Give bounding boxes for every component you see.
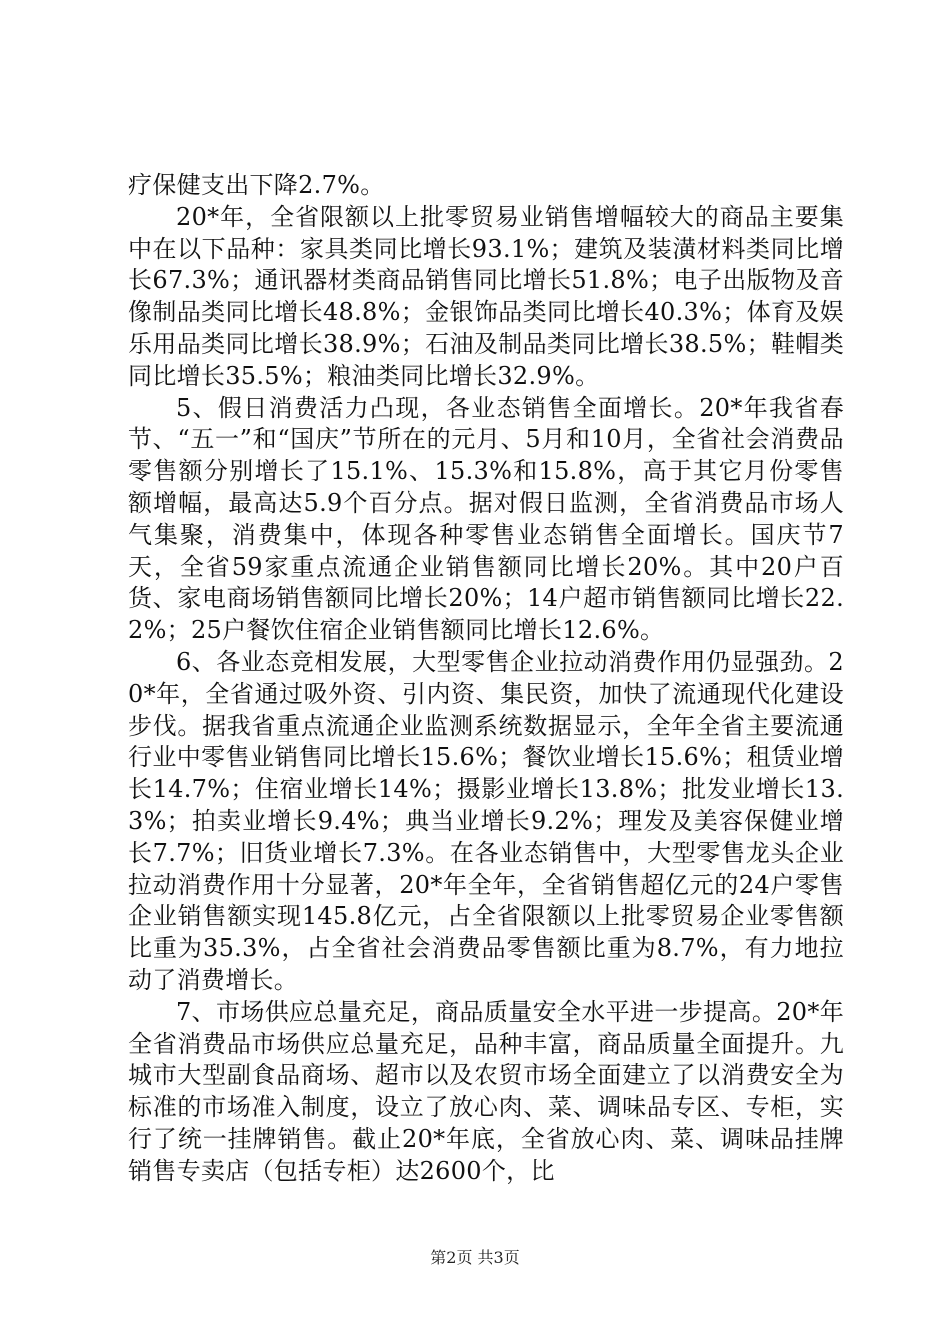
- document-body: [128, 170, 844, 1188]
- paragraph-sales-growth-goods: 20*年，全省限额以上批零贸易业销售增幅较大的商品主要集中在以下品种：家具类同比增长93.1%；建筑及装潢材料类同比增长67.3%；通讯器材类商品销售同比增长51.8%；电子出版物及音像制品类同比增长48.8%；金银饰品类同比增长40.3%；体育及娱乐用品类同比增长38.9%；石油及制品类同比增长38.5%；鞋帽类同比增长35.5%；粮油类同比增长32.9%。: [128, 202, 844, 390]
- paragraph-continuation: 疗保健支出下降2.7%。: [128, 171, 385, 199]
- paragraph-market-supply: 7、市场供应总量充足，商品质量安全水平进一步提高。20*年全省消费品市场供应总量充足，品种丰富，商品质量全面提升。九城市大型副食品商场、超市以及农贸市场全面建立了以消费安全为标准的市场准入制度，设立了放心肉、菜、调味品专区、专柜，实行了统一挂牌销售。截止20*年底，全省放心肉、菜、调味品挂牌销售专卖店（包括专柜）达2600个，比: [128, 997, 844, 1185]
- paragraph-holiday-consumption: 5、假日消费活力凸现，各业态销售全面增长。20*年我省春节、“五一”和“国庆”节所在的元月、5月和10月，全省社会消费品零售额分别增长了15.1%、15.3%和15.8%，高于其它月份零售额增幅，最高达5.9个百分点。据对假日监测，全省消费品市场人气集聚，消费集中，体现各种零售业态销售全面增长。国庆节7天，全省59家重点流通企业销售额同比增长20%。其中20户百货、家电商场销售额同比增长20%；14户超市销售额同比增长22.2%；25户餐饮住宿企业销售额同比增长12.6%。: [128, 393, 844, 645]
- page-footer: 第2页 共3页: [430, 1248, 520, 1267]
- paragraph-retail-formats: 6、各业态竞相发展，大型零售企业拉动消费作用仍显强劲。20*年，全省通过吸外资、引内资、集民资，加快了流通现代化建设步伐。据我省重点流通企业监测系统数据显示，全年全省主要流通行业中零售业销售同比增长15.6%；餐饮业增长15.6%；租赁业增长14.7%；住宿业增长14%；摄影业增长13.8%；批发业增长13.3%；拍卖业增长9.4%；典当业增长9.2%；理发及美容保健业增长7.7%；旧货业增长7.3%。在各业态销售中，大型零售龙头企业拉动消费作用十分显著，20*年全年，全省销售超亿元的24户零售企业销售额实现145.8亿元，占全省限额以上批零贸易企业零售额比重为35.3%，占全省社会消费品零售额比重为8.7%，有力地拉动了消费增长。: [128, 647, 844, 994]
